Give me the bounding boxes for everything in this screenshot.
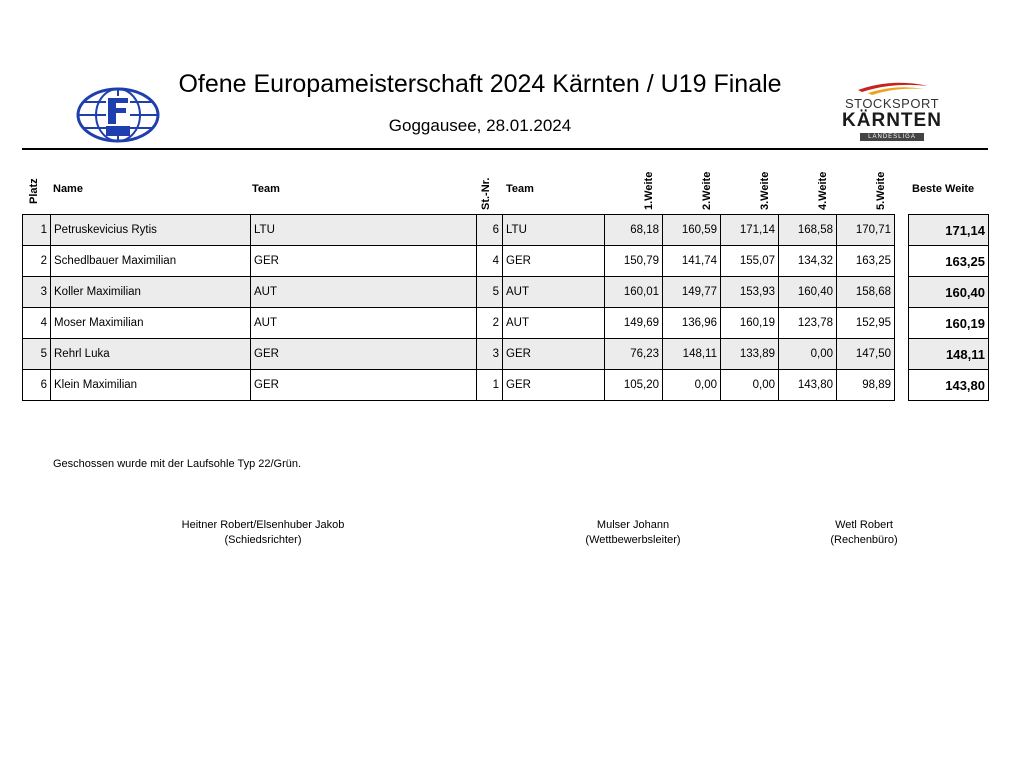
cell-weite-3: 160,19 [721, 308, 779, 339]
cell-team: AUT [251, 277, 477, 308]
col-header-best: Beste Weite [912, 183, 975, 195]
cell-weite-1: 68,18 [605, 215, 663, 246]
page-subtitle: Goggausee, 28.01.2024 [388, 116, 572, 135]
cell-team: AUT [251, 308, 477, 339]
logo-text-line2: KÄRNTEN [842, 110, 942, 131]
cell-weite-2: 136,96 [663, 308, 721, 339]
cell-weite-2: 0,00 [663, 370, 721, 401]
cell-team2: AUT [503, 277, 605, 308]
cell-weite-3: 0,00 [721, 370, 779, 401]
cell-platz: 2 [23, 246, 51, 277]
cell-gap [895, 277, 909, 308]
signature-role: (Schiedsrichter) [224, 534, 302, 546]
table-row [23, 308, 989, 339]
cell-st-nr: 5 [477, 277, 503, 308]
logo-text-line1: STOCKSPORT [844, 96, 940, 111]
results-table [22, 214, 989, 401]
cell-weite-1: 105,20 [605, 370, 663, 401]
cell-name: Petruskevicius Rytis [51, 215, 251, 246]
cell-best: 160,19 [909, 308, 989, 339]
cell-weite-2: 160,59 [663, 215, 721, 246]
cell-weite-2: 149,77 [663, 277, 721, 308]
cell-weite-4: 123,78 [779, 308, 837, 339]
table-row [23, 339, 989, 370]
page-title: Ofene Europameisterschaft 2024 Kärnten / U19 Finale [178, 70, 782, 98]
cell-weite-5: 98,89 [837, 370, 895, 401]
cell-best: 171,14 [909, 215, 989, 246]
swoosh-icon [838, 80, 946, 96]
signature-name: Heitner Robert/Elsenhuber Jakob [181, 519, 345, 531]
col-header-team2: Team [506, 183, 534, 195]
cell-weite-2: 141,74 [663, 246, 721, 277]
cell-gap [895, 215, 909, 246]
cell-weite-4: 168,58 [779, 215, 837, 246]
cell-st-nr: 2 [477, 308, 503, 339]
table-row [23, 370, 989, 401]
col-header-team: Team [252, 183, 280, 195]
signature-name: Wetl Robert [835, 519, 893, 531]
cell-weite-4: 0,00 [779, 339, 837, 370]
cell-best: 160,40 [909, 277, 989, 308]
cell-st-nr: 6 [477, 215, 503, 246]
cell-weite-4: 143,80 [779, 370, 837, 401]
cell-team2: GER [503, 339, 605, 370]
cell-gap [895, 308, 909, 339]
cell-weite-3: 171,14 [721, 215, 779, 246]
col-header-platz: Platz [28, 178, 40, 204]
cell-weite-3: 133,89 [721, 339, 779, 370]
cell-st-nr: 3 [477, 339, 503, 370]
col-header-name: Name [53, 183, 83, 195]
cell-st-nr: 1 [477, 370, 503, 401]
col-header-st-nr: St.-Nr. [480, 177, 492, 210]
table-row [23, 246, 989, 277]
cell-team: LTU [251, 215, 477, 246]
cell-weite-5: 170,71 [837, 215, 895, 246]
cell-team: GER [251, 246, 477, 277]
table-row [23, 215, 989, 246]
cell-name: Klein Maximilian [51, 370, 251, 401]
cell-platz: 1 [23, 215, 51, 246]
signature-role: (Rechenbüro) [830, 534, 898, 546]
col-header-weite-4: 4.Weite [817, 171, 829, 210]
cell-team2: GER [503, 246, 605, 277]
cell-weite-5: 158,68 [837, 277, 895, 308]
cell-weite-3: 155,07 [721, 246, 779, 277]
cell-weite-1: 149,69 [605, 308, 663, 339]
col-header-weite-5: 5.Weite [875, 171, 887, 210]
cell-best: 143,80 [909, 370, 989, 401]
cell-best: 163,25 [909, 246, 989, 277]
col-header-weite-2: 2.Weite [701, 171, 713, 210]
table-row [23, 277, 989, 308]
cell-platz: 4 [23, 308, 51, 339]
cell-platz: 5 [23, 339, 51, 370]
cell-team2: AUT [503, 308, 605, 339]
cell-gap [895, 339, 909, 370]
cell-weite-2: 148,11 [663, 339, 721, 370]
cell-weite-1: 160,01 [605, 277, 663, 308]
cell-gap [895, 370, 909, 401]
cell-name: Moser Maximilian [51, 308, 251, 339]
cell-weite-3: 153,93 [721, 277, 779, 308]
signature-referee [140, 518, 386, 548]
cell-name: Rehrl Luka [51, 339, 251, 370]
cell-weite-1: 150,79 [605, 246, 663, 277]
cell-platz: 6 [23, 370, 51, 401]
cell-gap [895, 246, 909, 277]
stocksport-kaernten-logo [838, 80, 946, 142]
cell-team: GER [251, 370, 477, 401]
signature-competition-lead [548, 518, 718, 548]
cell-weite-5: 152,95 [837, 308, 895, 339]
cell-name: Schedlbauer Maximilian [51, 246, 251, 277]
cell-team2: LTU [503, 215, 605, 246]
cell-st-nr: 4 [477, 246, 503, 277]
cell-name: Koller Maximilian [51, 277, 251, 308]
header-divider [22, 148, 988, 150]
cell-team2: GER [503, 370, 605, 401]
cell-team: GER [251, 339, 477, 370]
col-header-weite-1: 1.Weite [643, 171, 655, 210]
cell-weite-5: 163,25 [837, 246, 895, 277]
cell-weite-4: 134,32 [779, 246, 837, 277]
footnote: Geschossen wurde mit der Laufsohle Typ 22/Grün. [53, 458, 302, 470]
cell-best: 148,11 [909, 339, 989, 370]
signature-role: (Wettbewerbsleiter) [585, 534, 681, 546]
signature-name: Mulser Johann [596, 519, 670, 531]
col-header-weite-3: 3.Weite [759, 171, 771, 210]
logo-text-line3: LANDESLIGA [860, 133, 924, 141]
cell-weite-1: 76,23 [605, 339, 663, 370]
cell-weite-5: 147,50 [837, 339, 895, 370]
cell-platz: 3 [23, 277, 51, 308]
signature-computing-office [794, 518, 934, 548]
cell-weite-4: 160,40 [779, 277, 837, 308]
